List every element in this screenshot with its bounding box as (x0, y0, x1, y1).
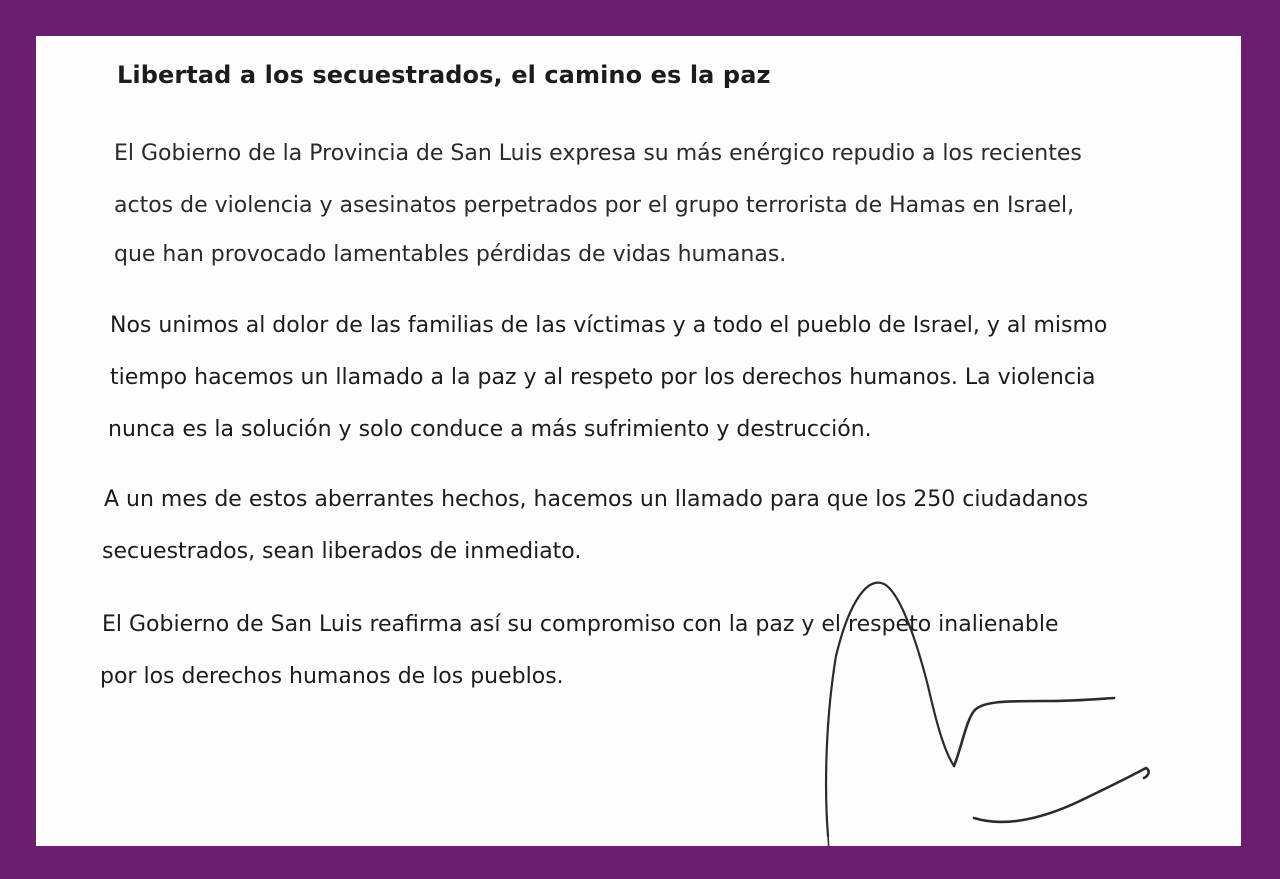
document-title: Libertad a los secuestrados, el camino es la paz (117, 61, 771, 89)
signature-stroke-swash (974, 768, 1149, 822)
paragraph-1-line-2: actos de violencia y asesinatos perpetrados por el grupo terrorista de Hamas en Israel, (114, 193, 1075, 218)
paragraph-1-line-3: que han provocado lamentables pérdidas de vidas humanas. (114, 242, 787, 267)
paragraph-1-line-1: El Gobierno de la Provincia de San Luis expresa su más enérgico repudio a los recientes (114, 141, 1082, 166)
handwritten-signature (806, 536, 1186, 846)
signature-stroke-tail (828, 836, 830, 846)
document-page (36, 36, 1241, 846)
paragraph-3-line-2: secuestrados, sean liberados de inmediato. (102, 539, 582, 564)
paragraph-2-line-2: tiempo hacemos un llamado a la paz y al respeto por los derechos humanos. La violencia (110, 365, 1096, 390)
paragraph-2-line-3: nunca es la solución y solo conduce a más sufrimiento y destrucción. (108, 417, 872, 442)
paragraph-2-line-1: Nos unimos al dolor de las familias de las víctimas y a todo el pueblo de Israel, y al mismo (110, 313, 1108, 338)
paragraph-4-line-1: El Gobierno de San Luis reafirma así su compromiso con la paz y el respeto inalienable (102, 612, 1059, 637)
signature-stroke-arch (826, 583, 954, 836)
paragraph-4-line-2: por los derechos humanos de los pueblos. (100, 664, 564, 689)
paragraph-3-line-1: A un mes de estos aberrantes hechos, hacemos un llamado para que los 250 ciudadanos (104, 487, 1089, 512)
signature-stroke-hook (954, 698, 1114, 766)
